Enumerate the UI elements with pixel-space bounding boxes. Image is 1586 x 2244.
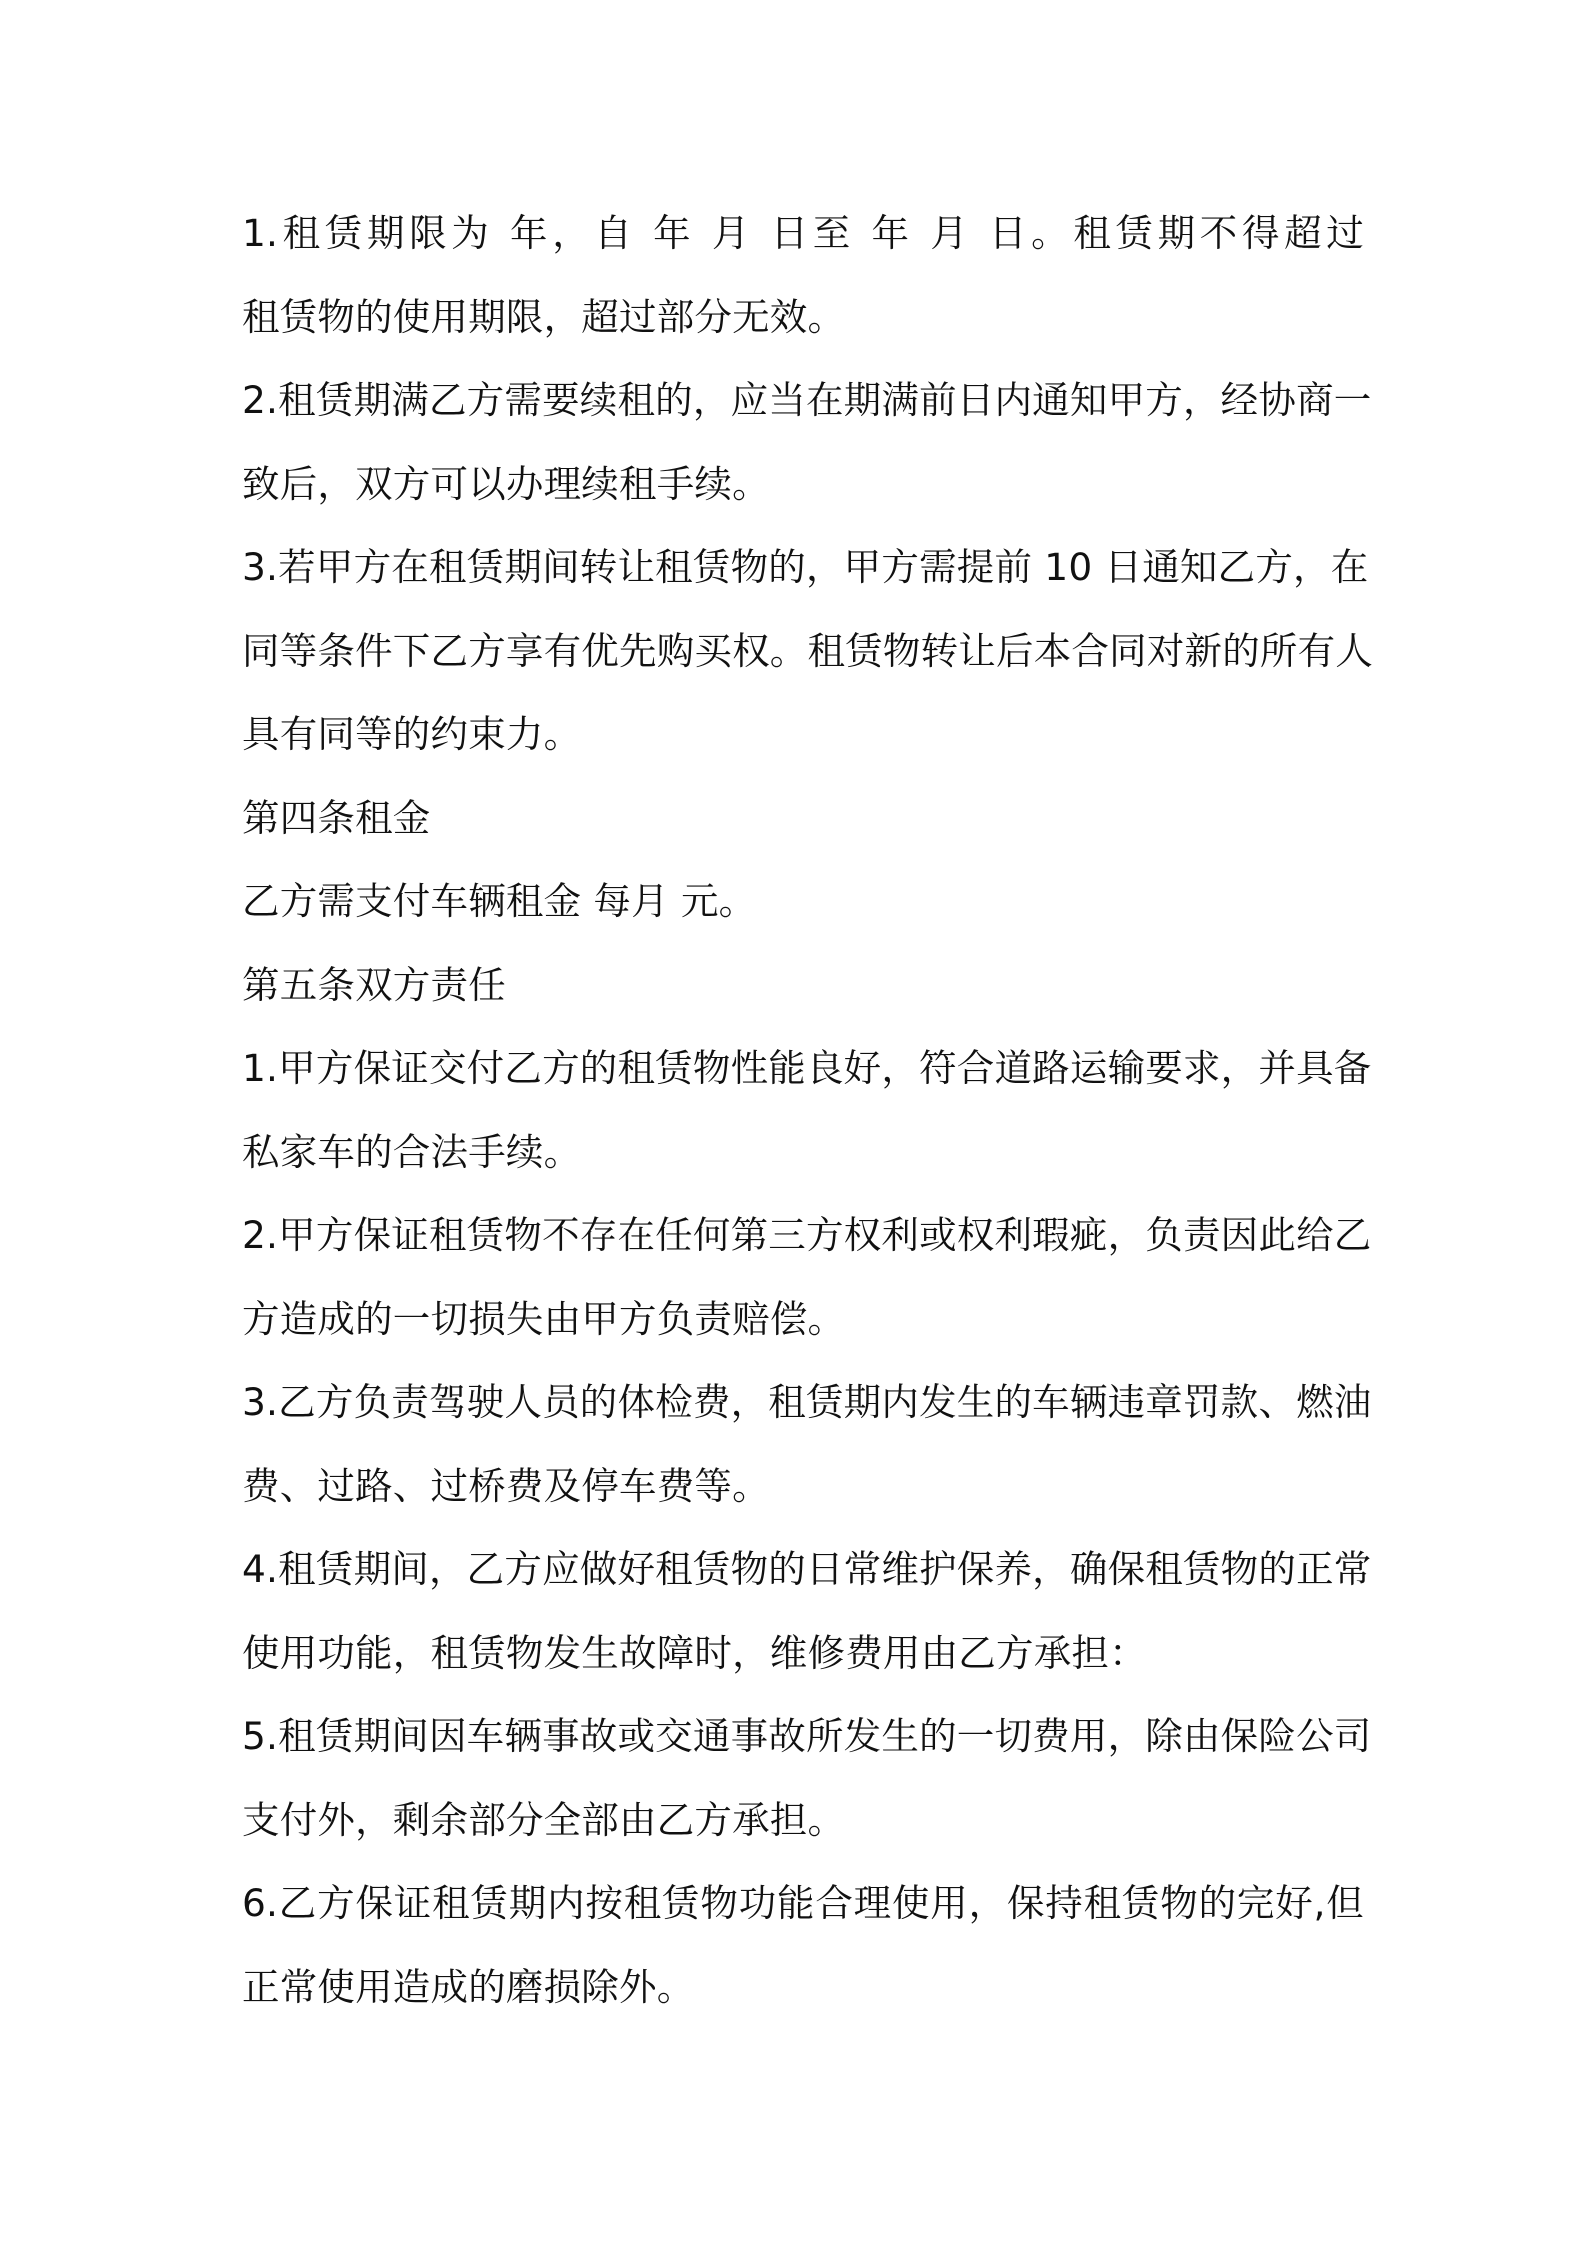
text-line-20: 支付外，剩余部分全部由乙方承担。 [242,1797,846,1842]
document-body [242,192,1373,2029]
text-line-2: 租赁物的使用期限，超过部分无效。 [242,294,846,339]
text-line-22: 正常使用造成的磨损除外。 [242,1964,695,2009]
text-line-12: 私家车的合法手续。 [242,1129,582,1174]
text-line-7: 具有同等的约束力。 [242,712,582,756]
text-line-17: 4.租赁期间，乙方应做好租赁物的日常维护保养，确保租赁物的正常 [242,1547,1372,1591]
text-line-13: 2.甲方保证租赁物不存在任何第三方权利或权利瑕疵，负责因此给乙 [242,1213,1372,1257]
text-line-19: 5.租赁期间因车辆事故或交通事故所发生的一切费用，除由保险公司 [242,1714,1372,1758]
section-heading-responsibilities: 第五条双方责任 [242,962,506,1007]
text-line-11: 1.甲方保证交付乙方的租赁物性能良好，符合道路运输要求，并具备 [242,1046,1372,1090]
text-line-9: 乙方需支付车辆租金 每月 元。 [242,879,757,923]
text-line-5: 3.若甲方在租赁期间转让租赁物的，甲方需提前 10 日通知乙方，在 [242,545,1369,589]
text-line-14: 方造成的一切损失由甲方负责赔偿。 [242,1296,846,1341]
text-line-4: 致后，双方可以办理续租手续。 [242,461,770,506]
text-line-15: 3.乙方负责驾驶人员的体检费，租赁期内发生的车辆违章罚款、燃油 [242,1380,1372,1424]
section-heading-rent: 第四条租金 [242,795,431,840]
text-line-16: 费、过路、过桥费及停车费等。 [242,1463,770,1508]
text-line-18: 使用功能，租赁物发生故障时，维修费用由乙方承担： [242,1630,1147,1675]
text-line-6: 同等条件下乙方享有优先购买权。租赁物转让后本合同对新的所有人 [242,628,1373,673]
text-line-3: 2.租赁期满乙方需要续租的，应当在期满前日内通知甲方，经协商一 [242,378,1372,422]
text-line-1: 1.租赁期限为 年，自 年 月 日至 年 月 日。租赁期不得超过 [242,211,1364,255]
text-line-21: 6.乙方保证租赁期内按租赁物功能合理使用，保持租赁物的完好,但 [242,1881,1364,1925]
